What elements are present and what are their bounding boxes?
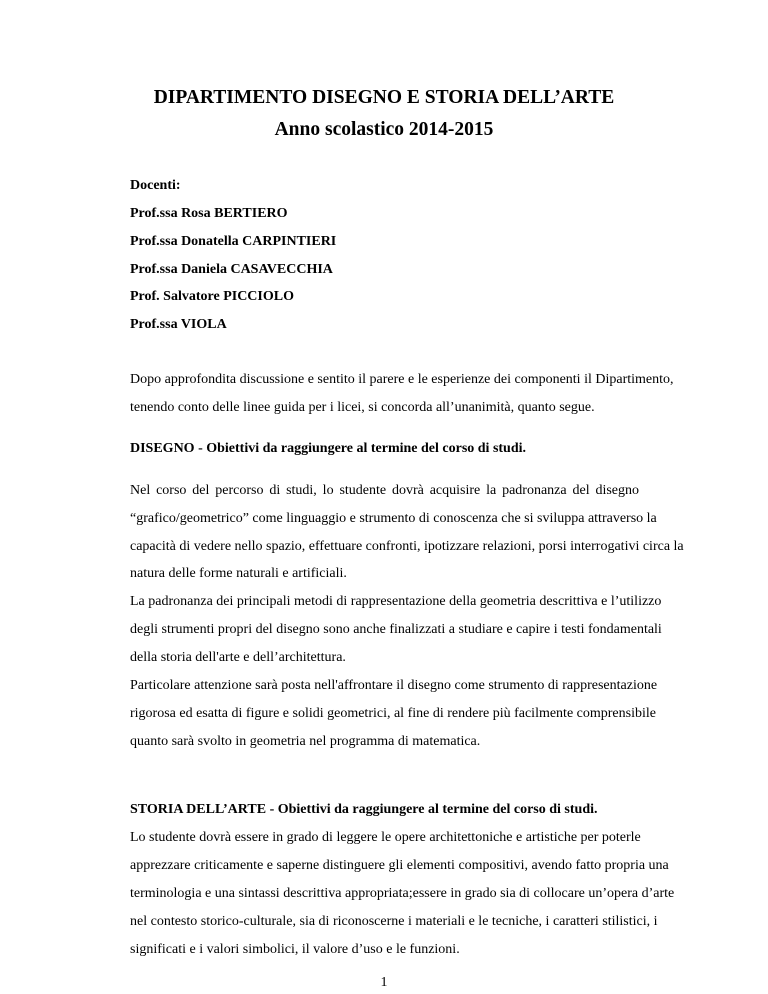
intro-line: tenendo conto delle linee guida per i licei, si concorda all’unanimità, quanto segue. bbox=[130, 400, 595, 415]
document-title: DIPARTIMENTO DISEGNO E STORIA DELL’ARTE bbox=[153, 87, 615, 108]
teacher-name: Prof.ssa VIOLA bbox=[130, 317, 227, 332]
teacher-name: Prof.ssa Rosa BERTIERO bbox=[130, 206, 288, 221]
disegno-text-line: La padronanza dei principali metodi di rappresentazione della geometria descrittiva e l’utilizzo bbox=[130, 594, 662, 609]
disegno-text-line: natura delle forme naturali e artificiali. bbox=[130, 566, 347, 581]
disegno-text-line: della storia dell'arte e dell’architettura. bbox=[130, 650, 346, 665]
disegno-text-line: rigorosa ed esatta di figure e solidi geometrici, al fine di rendere più facilmente comprensibile bbox=[130, 706, 656, 721]
docenti-label: Docenti: bbox=[130, 178, 181, 193]
disegno-text-line: “grafico/geometrico” come linguaggio e strumento di conoscenza che si sviluppa attraverso la bbox=[130, 511, 657, 526]
storia-text-line: Lo studente dovrà essere in grado di leggere le opere architettoniche e artistiche per poterle bbox=[130, 830, 641, 845]
disegno-text-line: Nel corso del percorso di studi, lo studente dovrà acquisire la padronanza del disegno bbox=[130, 483, 639, 498]
intro-line: Dopo approfondita discussione e sentito il parere e le esperienze dei componenti il Dipartimento, bbox=[130, 372, 674, 387]
teacher-name: Prof. Salvatore PICCIOLO bbox=[130, 289, 294, 304]
storia-text-line: apprezzare criticamente e saperne distinguere gli elementi compositivi, avendo fatto propria una bbox=[130, 858, 669, 873]
disegno-text-line: degli strumenti propri del disegno sono anche finalizzati a studiare e capire i testi fondamentali bbox=[130, 622, 662, 637]
disegno-text-line: capacità di vedere nello spazio, effettuare confronti, ipotizzare relazioni, porsi interrogativi circa la bbox=[130, 539, 684, 554]
disegno-heading: DISEGNO - Obiettivi da raggiungere al termine del corso di studi. bbox=[130, 441, 527, 456]
teacher-name: Prof.ssa Donatella CARPINTIERI bbox=[130, 234, 337, 249]
storia-text-line: nel contesto storico-culturale, sia di riconoscerne i materiali e le tecniche, i caratteri stilistici, i bbox=[130, 914, 658, 929]
school-year: Anno scolastico 2014-2015 bbox=[274, 119, 494, 140]
storia-heading: STORIA DELL’ARTE - Obiettivi da raggiungere al termine del corso di studi. bbox=[130, 802, 598, 817]
disegno-text-line: quanto sarà svolto in geometria nel programma di matematica. bbox=[130, 734, 481, 749]
teacher-name: Prof.ssa Daniela CASAVECCHIA bbox=[130, 262, 333, 277]
storia-text-line: significati e i valori simbolici, il valore d’uso e le funzioni. bbox=[130, 942, 460, 957]
page-number: 1 bbox=[380, 975, 388, 990]
disegno-text-line: Particolare attenzione sarà posta nell'affrontare il disegno come strumento di rappresentazione bbox=[130, 678, 658, 693]
storia-text-line: terminologia e una sintassi descrittiva appropriata;essere in grado sia di collocare un’opera d’arte bbox=[130, 886, 675, 901]
